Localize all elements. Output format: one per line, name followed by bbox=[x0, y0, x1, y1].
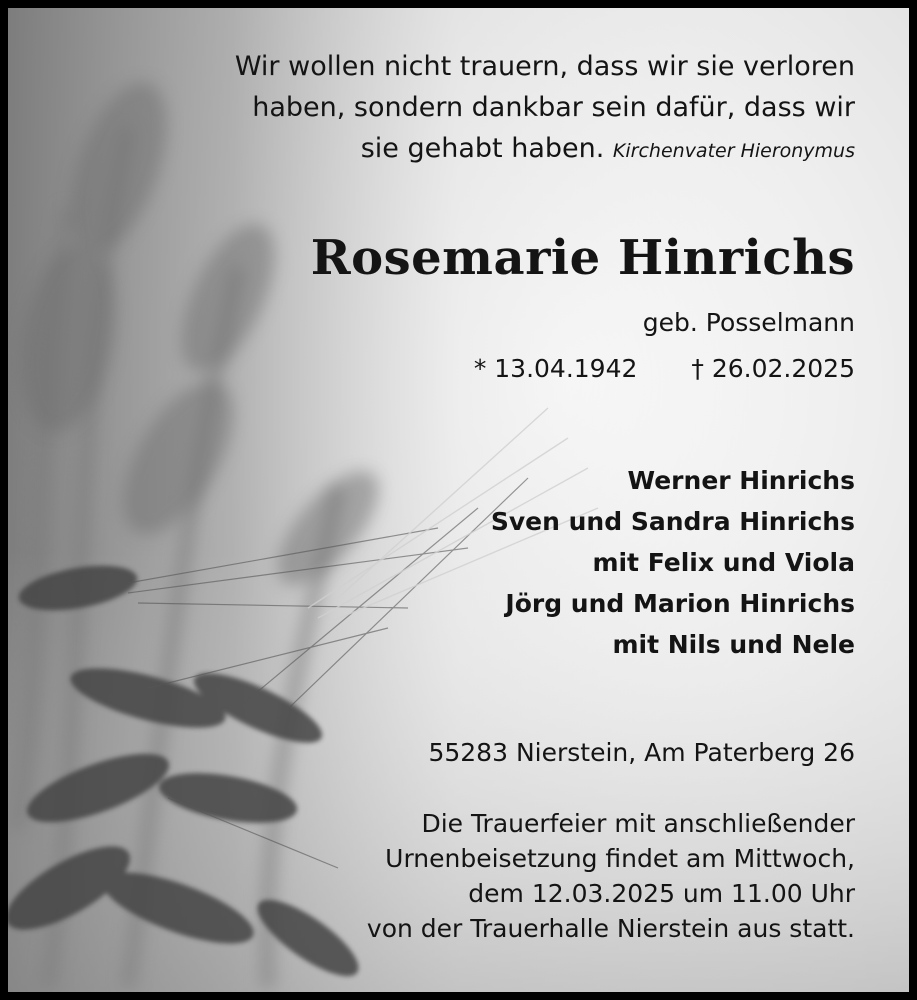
quote-attribution: Kirchenvater Hieronymus bbox=[612, 140, 855, 162]
ceremony-line: von der Trauerhalle Nierstein aus statt. bbox=[366, 914, 855, 943]
birth-name: geb. Posselmann bbox=[642, 308, 855, 337]
memorial-quote bbox=[195, 46, 855, 172]
mourners-list bbox=[355, 460, 855, 665]
life-dates bbox=[474, 354, 855, 383]
quote-line: haben, sondern dankbar sein dafür, dass wir bbox=[252, 92, 855, 123]
death-date: † 26.02.2025 bbox=[691, 354, 855, 383]
mourner-line: Sven und Sandra Hinrichs bbox=[490, 507, 855, 536]
birth-date: * 13.04.1942 bbox=[473, 354, 638, 383]
funeral-details bbox=[295, 806, 855, 946]
quote-line: Wir wollen nicht trauern, dass wir sie verloren bbox=[234, 51, 855, 82]
mourner-line: mit Felix und Viola bbox=[592, 548, 855, 577]
mourner-line: mit Nils und Nele bbox=[612, 630, 855, 659]
ceremony-line: Urnenbeisetzung findet am Mittwoch, bbox=[385, 844, 855, 873]
quote-line bbox=[195, 128, 855, 172]
mourner-line: Jörg und Marion Hinrichs bbox=[505, 589, 855, 618]
quote-line-text: sie gehabt haben. bbox=[360, 133, 605, 164]
family-address: 55283 Nierstein, Am Paterberg 26 bbox=[428, 738, 855, 767]
mourner-line: Werner Hinrichs bbox=[627, 466, 855, 495]
ceremony-line: dem 12.03.2025 um 11.00 Uhr bbox=[468, 879, 855, 908]
ceremony-line: Die Trauerfeier mit anschließender bbox=[421, 809, 855, 838]
deceased-name: Rosemarie Hinrichs bbox=[310, 230, 855, 286]
